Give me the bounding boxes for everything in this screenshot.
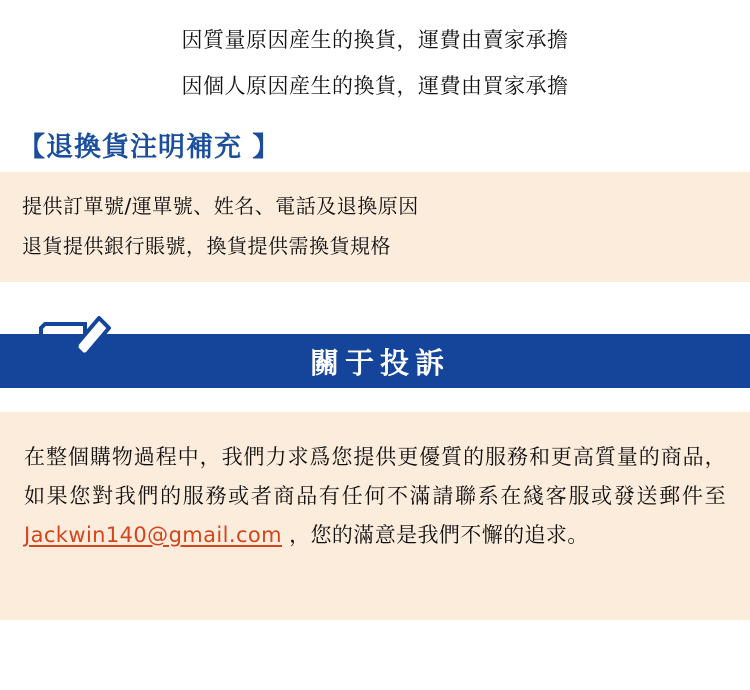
pencil-note-icon — [37, 304, 113, 380]
return-note-line: 提供訂單號/運單號、姓名、電話及退換原因 — [22, 194, 419, 218]
policy-line: 因質量原因産生的換貨，運費由賣家承擔 — [181, 28, 569, 52]
bottom-spacer — [0, 620, 750, 690]
return-note-heading: 【退換貨注明補充 】 — [18, 132, 281, 163]
complaint-banner — [0, 334, 750, 396]
complaint-body-text — [24, 438, 726, 555]
return-note-block — [0, 172, 750, 282]
complaint-banner-title: 關于投訴 — [309, 345, 450, 380]
return-note-line: 退貨提供銀行賬號，換貨提供需換貨規格 — [22, 234, 391, 258]
policy-line: 因個人原因産生的換貨，運費由買家承擔 — [181, 73, 569, 98]
complaint-body-block — [0, 412, 750, 620]
return-policy-list — [0, 0, 750, 109]
support-email-link[interactable]: Jackwin140@gmail.com — [24, 522, 283, 547]
complaint-text-part-2: ，您的滿意是我們不懈的追求。 — [282, 522, 589, 547]
complaint-text-part-1: 在整個購物過程中，我們力求爲您提供更優質的服務和更高質量的商品，如果您對我們的服務或者商品有任何不滿請聯系在綫客服或發送郵件至 — [24, 445, 726, 508]
